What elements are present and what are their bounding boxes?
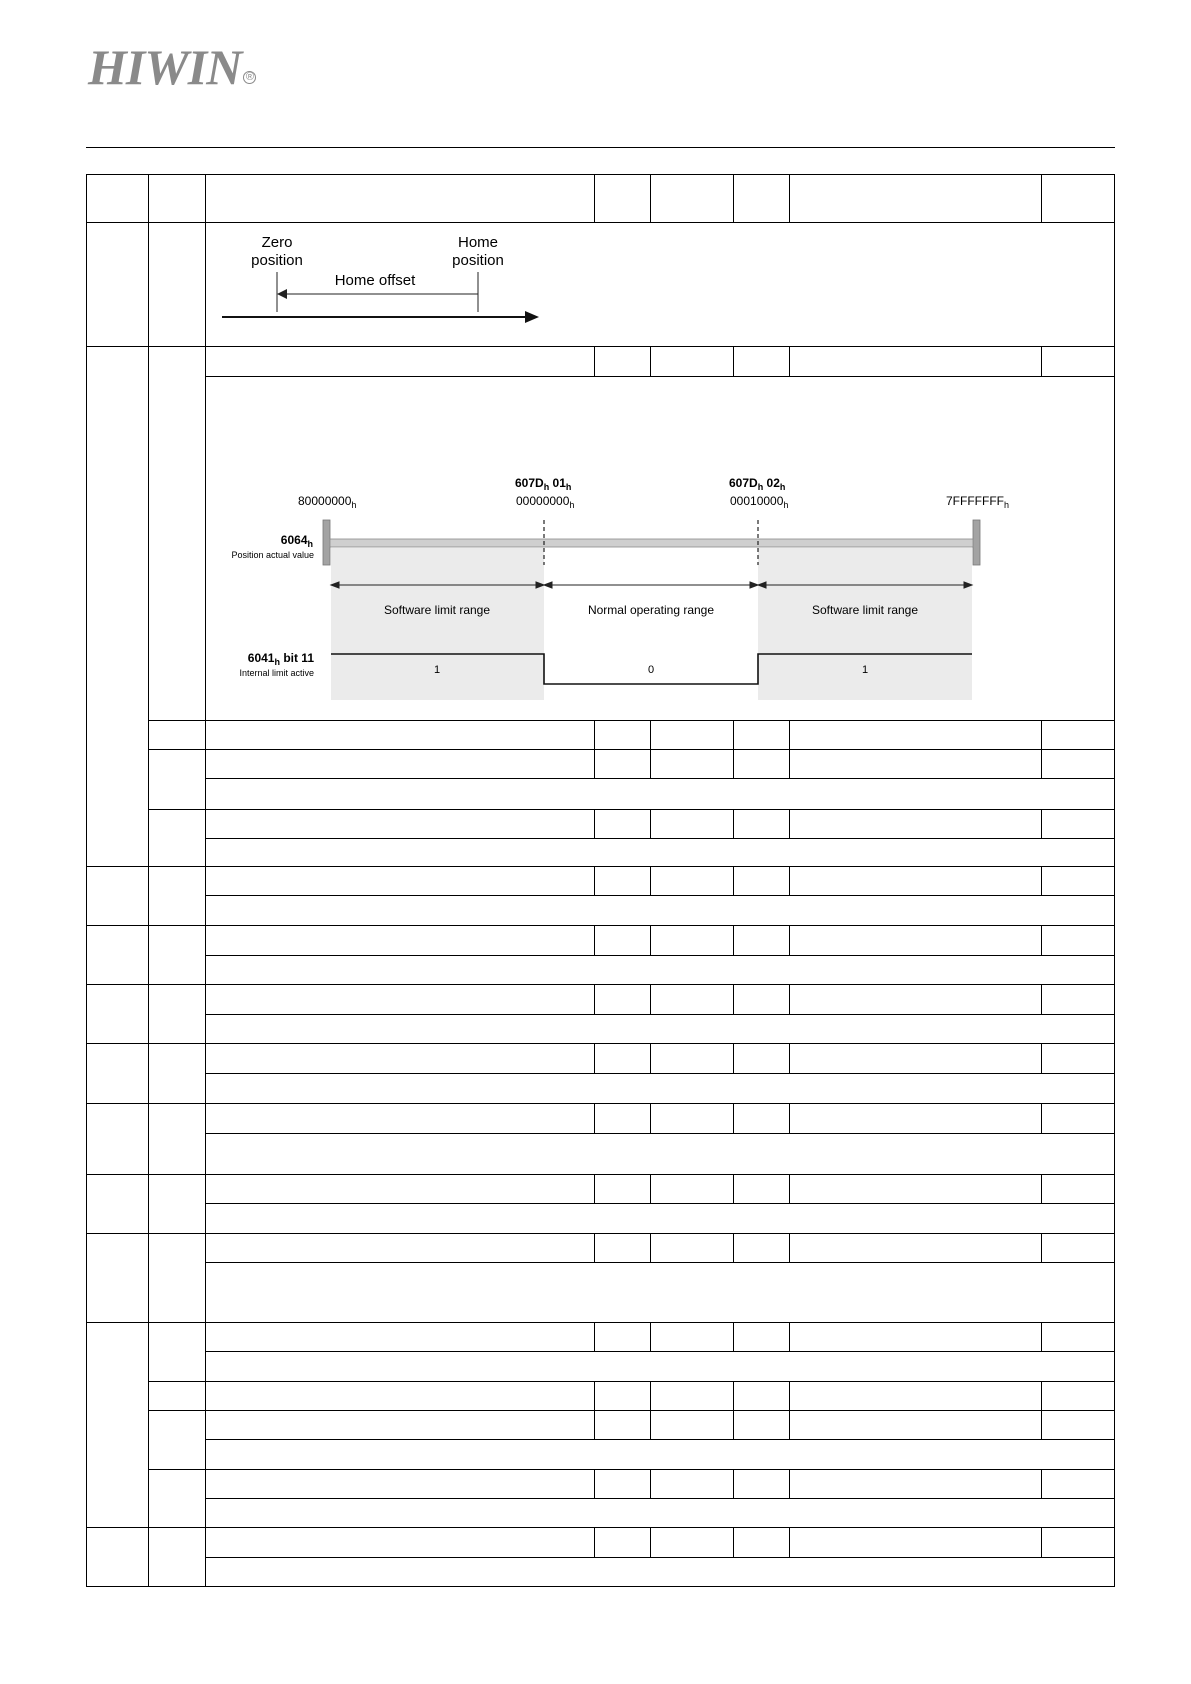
middle-range-label: Normal operating range bbox=[587, 603, 715, 617]
left-range-label: Software limit range bbox=[383, 603, 491, 617]
zero-position-label-1: Zero bbox=[261, 234, 293, 251]
max-limit-index: $607D_h$ $02_h$ bbox=[729, 476, 786, 492]
position-actual-name: Position actual value bbox=[231, 550, 314, 560]
middle-state-value: 0 bbox=[647, 664, 655, 676]
min-limit-index: $607D_h$ $01_h$ bbox=[515, 476, 572, 492]
left-state-value: 1 bbox=[433, 664, 441, 676]
status-word-name: Internal limit active bbox=[239, 668, 314, 678]
right-state-value: 1 bbox=[861, 664, 869, 676]
right-limit-region bbox=[758, 548, 972, 700]
home-offset-arrowhead bbox=[277, 289, 287, 299]
left-end-stop bbox=[323, 520, 330, 565]
max-position-value: $7FFFFFFF_h$ bbox=[946, 494, 1009, 510]
software-limit-diagram bbox=[231, 476, 1009, 700]
min-limit-value: $00000000_h$ bbox=[516, 494, 575, 510]
logo-text: HIWIN bbox=[88, 39, 242, 95]
home-position-label-1: Home bbox=[457, 234, 499, 251]
home-offset-diagram bbox=[206, 223, 546, 323]
position-actual-index: $6064_h$ bbox=[280, 533, 313, 549]
home-position-label-2: position bbox=[452, 252, 504, 269]
position-axis-arrowhead bbox=[525, 311, 539, 323]
max-limit-value: $00010000_h$ bbox=[730, 494, 789, 510]
zero-position-label-2: position bbox=[251, 252, 303, 269]
status-word-index: $6041_h$ bit 11 bbox=[247, 651, 314, 667]
left-limit-region bbox=[331, 548, 544, 700]
min-position-value: $80000000_h$ bbox=[298, 494, 357, 510]
right-end-stop bbox=[973, 520, 980, 565]
home-offset-label: Home offset bbox=[334, 272, 416, 289]
right-range-label: Software limit range bbox=[811, 603, 919, 617]
table-frame bbox=[87, 175, 1115, 1587]
position-bar bbox=[330, 539, 973, 547]
registered-mark: ® bbox=[243, 71, 256, 84]
